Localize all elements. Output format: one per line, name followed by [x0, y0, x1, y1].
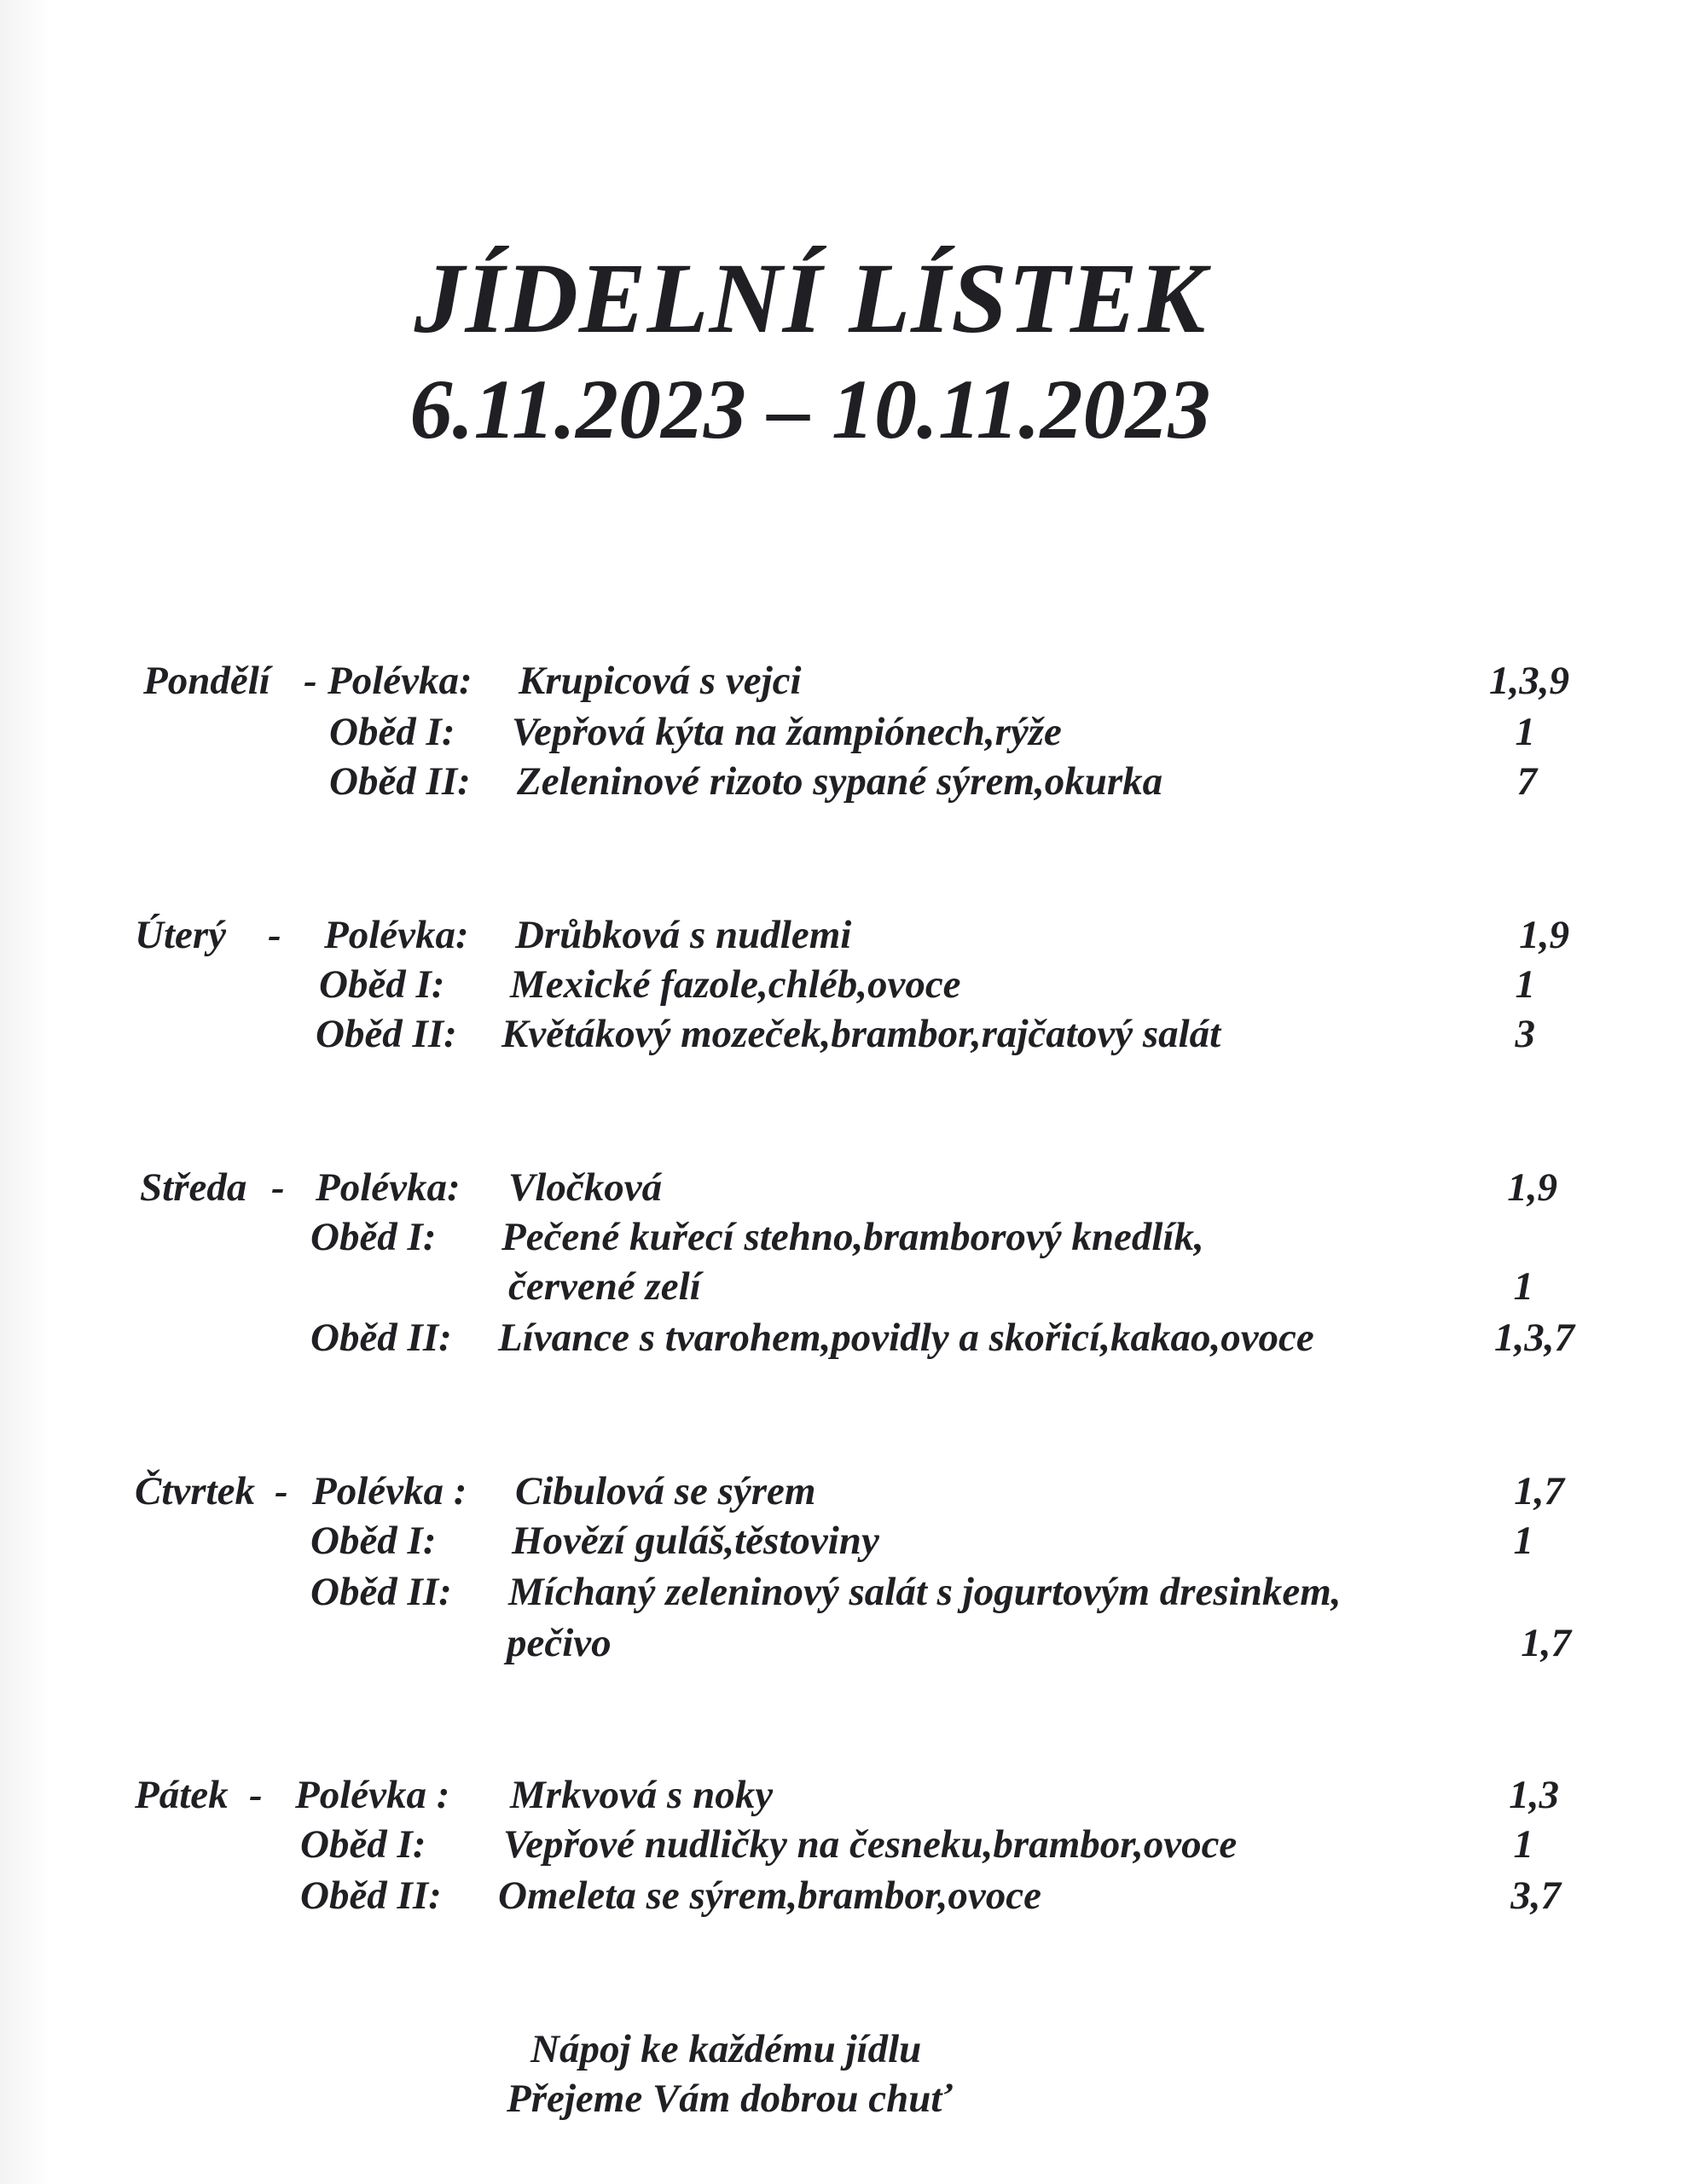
menu-dish: Mrkvová s noky — [510, 1773, 774, 1817]
date-range: 6.11.2023 – 10.11.2023 — [409, 362, 1211, 456]
menu-label-lunch-1: Oběd I: — [319, 962, 445, 1007]
menu-dish: Mexické fazole,chléb,ovoce — [510, 962, 961, 1007]
day-separator: - — [249, 1773, 263, 1817]
allergen-codes: 1,3,7 — [1494, 1316, 1574, 1360]
menu-dish-continued: červené zelí — [508, 1264, 701, 1309]
menu-label-soup: Polévka: — [328, 659, 472, 703]
menu-label-lunch-1: Oběd I: — [300, 1822, 426, 1867]
menu-dish: Hovězí guláš,těstoviny — [512, 1519, 879, 1563]
day-name-thursday: Čtvrtek — [135, 1469, 255, 1513]
allergen-codes: 1,3 — [1509, 1773, 1559, 1817]
allergen-codes: 1 — [1515, 710, 1535, 754]
allergen-codes: 1 — [1513, 1264, 1533, 1309]
menu-label-soup: Polévka: — [324, 913, 469, 957]
menu-dish-continued: pečivo — [507, 1621, 612, 1665]
menu-label-lunch-2: Oběd II: — [316, 1012, 457, 1056]
menu-dish: Zeleninové rizoto sypané sýrem,okurka — [517, 759, 1163, 804]
menu-dish: Vepřová kýta na žampiónech,rýže — [512, 710, 1062, 754]
allergen-codes: 1,7 — [1514, 1469, 1564, 1513]
menu-dish: Květákový mozeček,brambor,rajčatový salát — [501, 1012, 1221, 1056]
menu-dish: Omeleta se sýrem,brambor,ovoce — [498, 1873, 1041, 1918]
menu-label-lunch-1: Oběd I: — [310, 1519, 437, 1563]
footer-drink-note: Nápoj ke každému jídlu — [530, 2027, 922, 2071]
allergen-codes: 3,7 — [1510, 1873, 1561, 1918]
day-separator: - — [304, 659, 317, 703]
menu-dish: Krupicová s vejci — [519, 659, 802, 703]
allergen-codes: 1 — [1513, 1822, 1533, 1867]
allergen-codes: 7 — [1516, 759, 1537, 804]
menu-dish: Vločková — [508, 1165, 663, 1210]
menu-dish: Drůbková s nudlemi — [515, 913, 852, 957]
menu-dish: Lívance s tvarohem,povidly a skořicí,kakao,ovoce — [498, 1316, 1314, 1360]
menu-dish: Cibulová se sýrem — [515, 1469, 816, 1513]
allergen-codes: 1,7 — [1521, 1621, 1571, 1665]
day-name-friday: Pátek — [135, 1773, 229, 1817]
menu-label-soup: Polévka : — [295, 1773, 450, 1817]
day-name-monday: Pondělí — [143, 659, 270, 703]
allergen-codes: 1 — [1515, 962, 1535, 1007]
page-title: JÍDELNÍ LÍSTEK — [414, 242, 1207, 354]
menu-label-lunch-1: Oběd I: — [329, 710, 455, 754]
menu-label-lunch-2: Oběd II: — [310, 1570, 452, 1614]
allergen-codes: 1,9 — [1519, 913, 1569, 957]
menu-label-lunch-2: Oběd II: — [329, 759, 471, 804]
menu-label-lunch-2: Oběd II: — [300, 1873, 442, 1918]
allergen-codes: 1,3,9 — [1489, 659, 1569, 703]
menu-dish: Pečené kuřecí stehno,bramborový knedlík, — [501, 1215, 1204, 1259]
footer-greeting: Přejeme Vám dobrou chuť — [507, 2077, 953, 2121]
menu-dish: Vepřové nudličky na česneku,brambor,ovoce — [503, 1822, 1238, 1867]
menu-label-soup: Polévka : — [312, 1469, 467, 1513]
menu-label-lunch-2: Oběd II: — [310, 1316, 452, 1360]
allergen-codes: 3 — [1515, 1012, 1535, 1056]
menu-dish: Míchaný zeleninový salát s jogurtovým dresinkem, — [508, 1570, 1342, 1614]
day-separator: - — [275, 1469, 288, 1513]
day-separator: - — [271, 1165, 285, 1210]
day-separator: - — [268, 913, 281, 957]
day-name-tuesday: Úterý — [135, 913, 227, 957]
allergen-codes: 1 — [1513, 1519, 1533, 1563]
allergen-codes: 1,9 — [1507, 1165, 1557, 1210]
menu-label-soup: Polévka: — [316, 1165, 461, 1210]
day-name-wednesday: Středa — [140, 1165, 247, 1210]
menu-label-lunch-1: Oběd I: — [310, 1215, 437, 1259]
